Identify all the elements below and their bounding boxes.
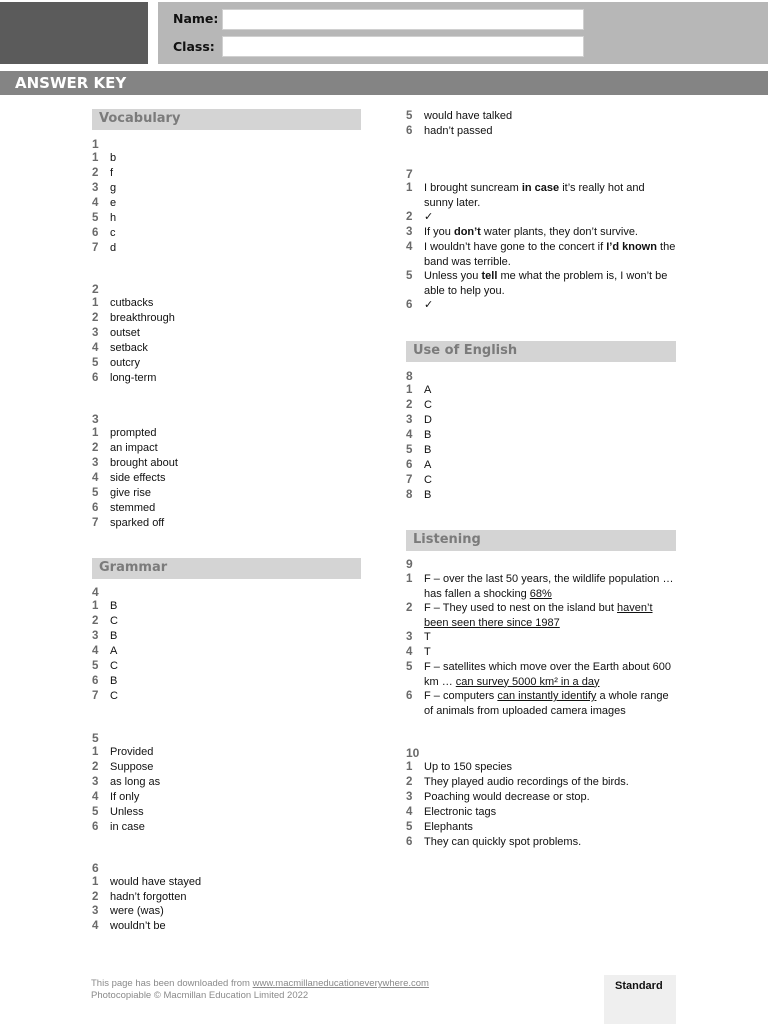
item-answer: brought about [110, 457, 178, 469]
item-number: 4 [92, 920, 99, 933]
answer-item [92, 501, 155, 516]
answer-item [92, 151, 116, 166]
item-number: 5 [406, 821, 413, 833]
answer-item [406, 458, 676, 473]
answer-item [92, 775, 160, 790]
item-answer: They played audio recordings of the birds. [424, 776, 629, 788]
item-answer: hadn’t passed [424, 124, 493, 137]
copyright-note: Photocopiable © Macmillan Education Limited 2022 [91, 990, 309, 1001]
answer-item [406, 805, 676, 820]
item-answer: If only [110, 791, 140, 803]
item-answer: Unless you tell me what the problem is, I won’t be able to help you. [424, 270, 668, 297]
item-answer: sparked off [110, 517, 165, 529]
answer-item [92, 471, 165, 486]
item-answer: ✓ [424, 299, 434, 311]
item-answer: hadn’t forgotten [110, 890, 187, 903]
answer-item [406, 298, 676, 313]
item-number: 1 [92, 297, 99, 309]
item-number: 4 [406, 241, 413, 253]
item-answer: would have talked [424, 110, 513, 122]
item-number: 6 [92, 372, 99, 384]
item-answer: B [424, 444, 432, 456]
item-answer: Suppose [110, 761, 154, 773]
item-number: 1 [92, 600, 99, 612]
item-number: 1 [92, 746, 99, 758]
answer-item [406, 443, 676, 458]
item-answer: outset [110, 327, 140, 339]
item-answer: C [110, 615, 118, 627]
item-answer: C [110, 690, 118, 702]
item-number: 6 [92, 502, 99, 514]
item-answer: e [110, 197, 117, 209]
item-answer: Provided [110, 746, 154, 758]
item-answer: C [424, 399, 432, 411]
answer-item [92, 441, 158, 456]
answer-item [92, 890, 186, 905]
item-number: 3 [406, 226, 413, 238]
answer-item [92, 181, 116, 196]
item-answer: C [424, 474, 432, 486]
item-answer: Electronic tags [424, 806, 497, 818]
exercise-number: 5 [92, 731, 99, 745]
item-number: 1 [406, 182, 413, 194]
answer-item [406, 645, 676, 660]
answer-item [92, 745, 153, 760]
answer-item [92, 166, 113, 181]
answer-item [92, 674, 117, 689]
item-answer: B [110, 675, 118, 687]
answer-item [92, 296, 153, 311]
answer-item [406, 124, 676, 139]
item-number: 5 [92, 487, 99, 499]
item-answer: b [110, 152, 117, 164]
answer-item [92, 629, 117, 644]
item-number: 3 [406, 791, 413, 803]
item-answer: setback [110, 342, 148, 354]
item-answer: D [424, 414, 432, 426]
item-number: 7 [92, 517, 99, 529]
answer-item [92, 341, 148, 356]
item-number: 5 [406, 444, 413, 456]
item-answer: F – satellites which move over the Earth about 600 km … can survey 5000 km² in a day [424, 661, 672, 688]
item-answer: B [110, 600, 118, 612]
item-number: 5 [92, 806, 99, 818]
section-use-of-english [406, 341, 676, 362]
answer-item [92, 241, 116, 256]
answer-item [92, 659, 118, 674]
answer-item [406, 428, 676, 443]
answer-highlight: in case [521, 182, 560, 194]
answer-evidence: 68% [529, 587, 552, 600]
section-title: Grammar [99, 560, 168, 575]
item-number: 1 [406, 384, 413, 396]
item-answer: stemmed [110, 502, 156, 514]
answer-highlight: I’d known [606, 241, 657, 253]
name-label: Name: [173, 11, 219, 26]
exercise-number: 7 [406, 167, 413, 181]
item-answer: I wouldn’t have gone to the concert if I’d known the band was terrible. [424, 241, 676, 268]
exercise-number: 8 [406, 369, 413, 383]
item-answer: A [424, 384, 432, 396]
item-answer: wouldn’t be [110, 920, 166, 933]
item-number: 1 [406, 761, 413, 773]
item-number: 7 [92, 242, 99, 254]
item-number: 2 [92, 167, 99, 179]
item-number: 5 [406, 110, 413, 122]
item-number: 6 [92, 675, 99, 687]
item-number: 5 [92, 660, 99, 672]
download-note [91, 978, 429, 989]
item-number: 7 [406, 474, 413, 486]
answer-item [406, 775, 676, 790]
answer-item [406, 383, 676, 398]
item-answer: Up to 150 species [424, 761, 513, 773]
item-answer: Poaching would decrease or stop. [424, 791, 590, 803]
item-answer: as long as [110, 776, 161, 788]
item-number: 5 [406, 661, 413, 673]
exercise-number: 3 [92, 412, 99, 426]
item-answer: F – over the last 50 years, the wildlife population … has fallen a shocking 68% [424, 573, 674, 600]
answer-item [92, 614, 118, 629]
item-number: 6 [406, 459, 413, 471]
answer-item [92, 456, 178, 471]
item-number: 4 [92, 472, 99, 484]
item-number: 4 [406, 646, 413, 658]
level-badge [604, 975, 676, 1024]
item-number: 6 [406, 124, 413, 137]
item-number: 3 [92, 327, 99, 339]
item-number: 4 [406, 429, 413, 441]
item-answer: C [110, 660, 118, 672]
answer-item [406, 820, 676, 835]
item-answer: g [110, 182, 117, 194]
answer-item [92, 486, 151, 501]
item-answer: an impact [110, 442, 158, 454]
item-answer: c [110, 227, 116, 239]
item-number: 4 [406, 806, 413, 818]
item-answer: would have stayed [110, 876, 202, 888]
item-answer: Unless [110, 806, 144, 818]
item-number: 1 [92, 152, 99, 164]
item-answer: d [110, 242, 117, 254]
answer-item [406, 760, 676, 775]
answer-item [92, 820, 145, 835]
item-answer: If you don’t water plants, they don’t survive. [424, 226, 638, 238]
answer-item [92, 356, 140, 371]
item-number: 1 [92, 427, 99, 439]
section-listening [406, 530, 676, 551]
answer-item [406, 630, 676, 645]
item-answer: breakthrough [110, 312, 175, 324]
item-number: 8 [406, 489, 413, 501]
item-number: 4 [92, 791, 99, 803]
item-answer: B [424, 489, 432, 501]
class-label: Class: [173, 39, 215, 54]
exercise-number: 2 [92, 282, 99, 296]
item-number: 7 [92, 690, 99, 702]
answer-item [406, 790, 676, 805]
answer-item [92, 790, 139, 805]
exercise-number: 6 [92, 861, 99, 875]
answer-key-title: ANSWER KEY [15, 74, 127, 92]
header-dark-block [0, 2, 148, 64]
item-answer: I brought suncream in case it’s really hot and sunny later. [424, 182, 645, 209]
answer-item [92, 211, 116, 226]
item-answer: F – They used to nest on the island but haven’t been seen there since 1987 [424, 602, 653, 629]
answer-item [406, 835, 676, 850]
item-answer: Elephants [424, 821, 473, 833]
download-prefix: This page has been downloaded from [91, 978, 253, 989]
item-answer: B [110, 630, 118, 642]
section-title: Use of English [413, 343, 518, 358]
answer-item [92, 371, 156, 386]
answer-item [406, 181, 676, 210]
download-link[interactable]: www.macmillaneducationeverywhere.com [252, 978, 429, 989]
item-number: 2 [92, 312, 99, 324]
answer-item [92, 311, 175, 326]
item-answer: side effects [110, 472, 166, 484]
answer-item [406, 225, 676, 240]
item-answer: prompted [110, 427, 157, 439]
item-answer: A [110, 645, 118, 657]
item-number: 5 [406, 270, 413, 282]
item-number: 3 [92, 457, 99, 469]
answer-evidence: haven’t been seen there since 1987 [424, 602, 653, 629]
level-label: Standard [615, 980, 663, 992]
answer-highlight: don’t [453, 226, 481, 238]
answer-item [92, 805, 144, 820]
answer-item [92, 326, 140, 341]
item-answer: They can quickly spot problems. [424, 836, 582, 848]
answer-item [92, 919, 166, 934]
answer-item [92, 689, 118, 704]
item-number: 6 [406, 836, 413, 848]
item-number: 6 [92, 821, 99, 833]
item-number: 6 [406, 690, 413, 702]
item-number: 2 [406, 602, 413, 614]
item-number: 2 [406, 776, 413, 788]
item-number: 2 [92, 615, 99, 627]
item-answer: outcry [110, 357, 140, 369]
item-number: 4 [92, 342, 99, 354]
answer-highlight: tell [481, 270, 498, 282]
item-number: 6 [406, 299, 413, 311]
item-number: 2 [92, 761, 99, 773]
answer-item [92, 760, 153, 775]
item-number: 3 [92, 905, 99, 918]
item-number: 3 [92, 182, 99, 194]
item-number: 3 [406, 414, 413, 426]
item-number: 2 [92, 890, 99, 903]
section-title: Vocabulary [99, 111, 181, 126]
item-answer: were (was) [110, 905, 164, 918]
item-number: 3 [406, 631, 413, 643]
answer-item [406, 473, 676, 488]
item-answer: long-term [110, 372, 157, 384]
item-answer: B [424, 429, 432, 441]
answer-item [406, 109, 676, 124]
answer-item [92, 599, 117, 614]
item-number: 2 [406, 211, 413, 223]
item-number: 5 [92, 357, 99, 369]
section-vocabulary [92, 109, 361, 130]
answer-key-banner [0, 71, 768, 95]
answer-item [92, 644, 117, 659]
item-number: 3 [92, 630, 99, 642]
item-number: 1 [92, 876, 99, 888]
answer-item [406, 488, 676, 503]
answer-item [406, 572, 676, 601]
answer-item [406, 413, 676, 428]
item-number: 5 [92, 212, 99, 224]
item-answer: give rise [110, 487, 151, 499]
item-number: 2 [92, 442, 99, 454]
answer-item [406, 210, 676, 225]
section-grammar [92, 558, 361, 579]
answer-item [406, 689, 676, 718]
answer-item [406, 660, 676, 689]
exercise-number: 10 [406, 746, 420, 760]
answer-item [406, 240, 676, 269]
exercise-number: 4 [92, 585, 99, 599]
exercise-number: 1 [92, 137, 99, 151]
answer-item [92, 426, 156, 441]
item-number: 4 [92, 645, 99, 657]
answer-item [92, 196, 116, 211]
item-answer: ✓ [424, 211, 434, 223]
class-field[interactable] [222, 36, 584, 57]
answer-item [406, 269, 676, 298]
name-field[interactable] [222, 9, 584, 30]
answer-item [406, 398, 676, 413]
answer-item [92, 904, 164, 919]
exercise-number: 9 [406, 557, 413, 571]
answer-evidence: can survey 5000 km² in a day [455, 675, 600, 688]
answer-evidence: can instantly identify [497, 690, 597, 702]
item-number: 3 [92, 776, 99, 788]
answer-item [92, 226, 116, 241]
section-title: Listening [413, 532, 481, 547]
answer-item [406, 601, 676, 630]
item-answer: in case [110, 821, 145, 833]
answer-item [92, 875, 201, 890]
item-number: 2 [406, 399, 413, 411]
item-answer: h [110, 212, 117, 224]
item-answer: A [424, 459, 432, 471]
item-number: 1 [406, 573, 413, 585]
item-answer: F – computers can instantly identify a whole range of animals from uploaded camera images [424, 690, 669, 717]
answer-item [92, 516, 164, 531]
item-number: 4 [92, 197, 99, 209]
item-answer: f [110, 167, 114, 179]
item-answer: T [424, 631, 431, 643]
item-number: 6 [92, 227, 99, 239]
item-answer: T [424, 646, 431, 658]
item-answer: cutbacks [110, 297, 154, 309]
